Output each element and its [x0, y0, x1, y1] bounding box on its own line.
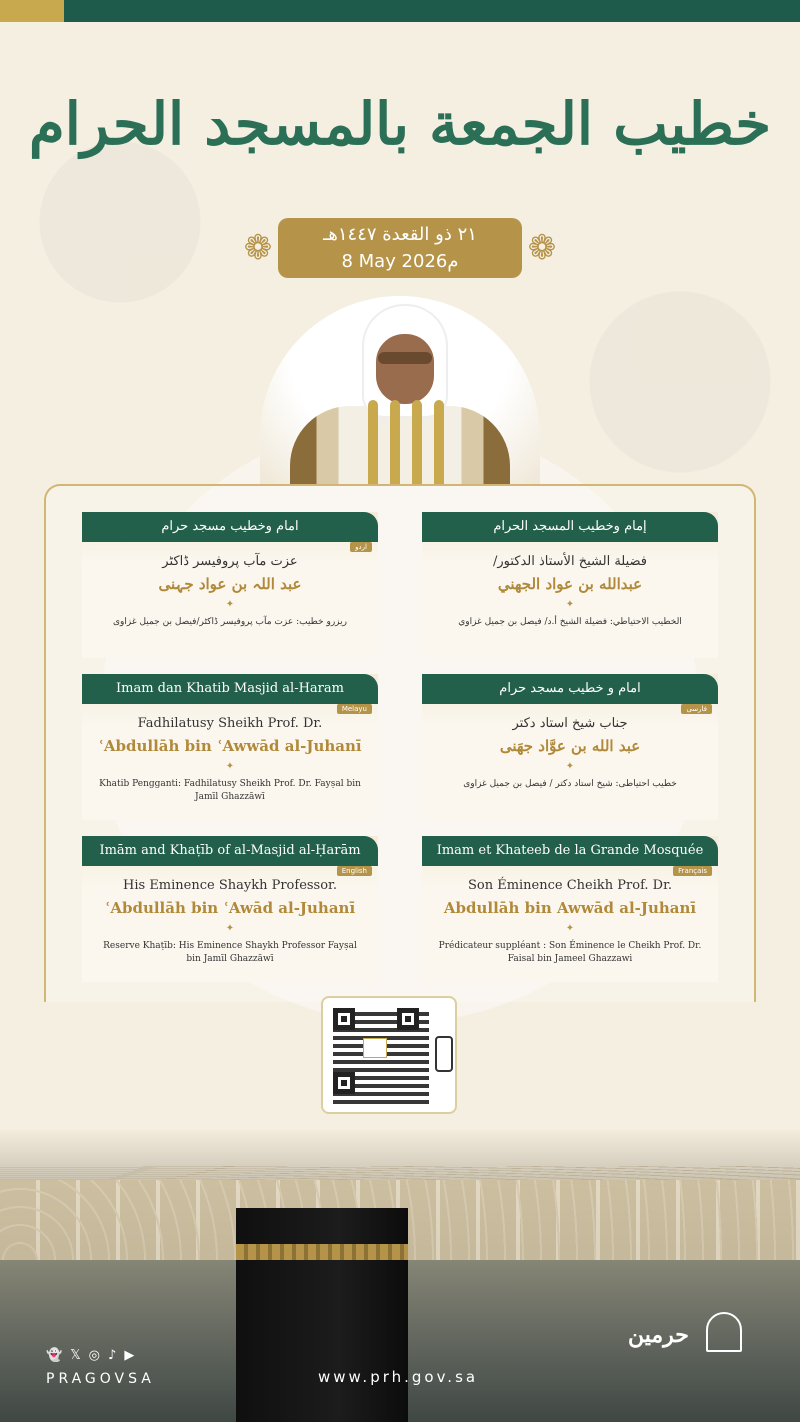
card-french — [422, 836, 718, 982]
card-title-line: Son Éminence Cheikh Prof. Dr. — [467, 878, 673, 893]
card-name: ʿAbdullāh bin ʿAwwād al-Juhanī — [98, 737, 362, 755]
card-header: إمام وخطيب المسجد الحرام — [422, 512, 718, 542]
divider-icon: ✦ — [225, 923, 235, 934]
card-header: امام و خطیب مسجد حرام — [422, 674, 718, 704]
qr-finder — [397, 1008, 419, 1030]
microphone-icon — [390, 400, 400, 486]
tiktok-icon[interactable]: ♪ — [108, 1348, 117, 1363]
card-name: عبدالله بن عواد الجهني — [497, 575, 643, 593]
language-badge: فارسی — [681, 704, 712, 714]
page-title: خطيب الجمعة بالمسجد الحرام — [28, 90, 772, 158]
card-header: Imām and Khaṭīb of al-Masjid al-Ḥarām — [82, 836, 378, 866]
card-title-line: فضيلة الشيخ الأستاذ الدكتور/ — [492, 554, 648, 569]
date-badge — [238, 218, 562, 278]
kaaba — [236, 1208, 408, 1422]
divider-icon: ✦ — [565, 761, 575, 772]
snapchat-icon[interactable]: 👻 — [46, 1348, 63, 1363]
card-reserve: خطیب احتیاطی: شیخ استاد دکتر / فیصل بن جمیل غزاوی — [463, 779, 677, 789]
social-handle: PRAGOVSA — [46, 1371, 155, 1387]
card-reserve: الخطيب الاحتياطي: فضيلة الشيخ أ.د/ فيصل بن جميل غزاوي — [458, 617, 682, 627]
card-persian — [422, 674, 718, 820]
card-header: امام وخطیب مسجد حرام — [82, 512, 378, 542]
date-hijri: ٢١ ذو القعدة ١٤٤٧هـ — [323, 224, 477, 245]
card-reserve: Khatib Pengganti: Fadhilatusy Sheikh Prof. Dr. Fayṣal bin Jamīl Ghazzāwī — [99, 779, 361, 802]
card-arabic — [422, 512, 718, 658]
date-pill — [278, 218, 522, 278]
face — [376, 334, 434, 404]
card-title-line: عزت مآب پروفیسر ڈاکٹر — [162, 554, 298, 569]
card-reserve: Prédicateur suppléant : Son Éminence le Cheikh Prof. Dr. Faisal bin Jameel Ghazzawi — [438, 941, 702, 964]
haramain-logo: حرمين — [628, 1322, 689, 1348]
language-badge: اردو — [350, 542, 372, 552]
youtube-icon[interactable]: ▶ — [124, 1348, 135, 1363]
card-reserve: ریزرو خطیب: عزت مآب پروفیسر ڈاکٹر/فیصل بن جمیل غزاوی — [113, 617, 347, 627]
imam-info-panel — [44, 484, 756, 1002]
qr-code-box[interactable] — [321, 996, 457, 1114]
microphone-icon — [434, 400, 444, 486]
language-badge: Français — [673, 866, 712, 876]
instagram-icon[interactable]: ◎ — [88, 1348, 101, 1363]
microphone-icon — [412, 400, 422, 486]
card-title-line: His Eminence Shaykh Professor. — [123, 878, 337, 893]
kaaba-band — [236, 1244, 408, 1260]
card-name: ʿAbdullāh bin ʿAwād al-Juhanī — [104, 899, 356, 917]
top-bar — [0, 0, 800, 22]
microphone-icon — [368, 400, 378, 486]
card-name: عبد الله بن عوَّاد جهَنی — [499, 737, 641, 755]
card-title-line: جناب شیخ استاد دکتر — [512, 716, 628, 731]
card-name: Abdullāh bin Awwād al-Juhanī — [443, 899, 697, 917]
divider-icon: ✦ — [225, 761, 235, 772]
ornament-right-icon: ❁ — [527, 228, 557, 268]
card-header: Imam dan Khatib Masjid al-Haram — [82, 674, 378, 704]
date-gregorian: 8 May 2026م — [341, 251, 459, 272]
language-badge: English — [337, 866, 372, 876]
qr-finder — [333, 1008, 355, 1030]
qr-logo-icon — [363, 1038, 387, 1058]
ornament-left-icon: ❁ — [243, 228, 273, 268]
divider-icon: ✦ — [225, 599, 235, 610]
website-link[interactable]: www.prh.gov.sa — [318, 1368, 479, 1386]
divider-icon: ✦ — [565, 599, 575, 610]
card-malay — [82, 674, 378, 820]
language-badge: Melayu — [337, 704, 372, 714]
x-icon[interactable]: 𝕏 — [70, 1348, 81, 1363]
qr-finder — [333, 1072, 355, 1094]
authority-logo-icon — [706, 1312, 742, 1352]
divider-icon: ✦ — [565, 923, 575, 934]
card-header: Imam et Khateeb de la Grande Mosquée — [422, 836, 718, 866]
robe — [290, 406, 510, 486]
phone-scan-icon — [435, 1036, 453, 1072]
card-english — [82, 836, 378, 982]
card-title-line: Fadhilatusy Sheikh Prof. Dr. — [137, 716, 323, 731]
card-reserve: Reserve Khaṭīb: His Eminence Shaykh Professor Fayṣal bin Jamīl Ghazzāwī — [103, 941, 357, 964]
social-links — [46, 1348, 134, 1363]
glasses — [378, 352, 432, 364]
card-urdu — [82, 512, 378, 658]
card-name: عبد اللہ بن عواد جہنی — [158, 575, 302, 593]
